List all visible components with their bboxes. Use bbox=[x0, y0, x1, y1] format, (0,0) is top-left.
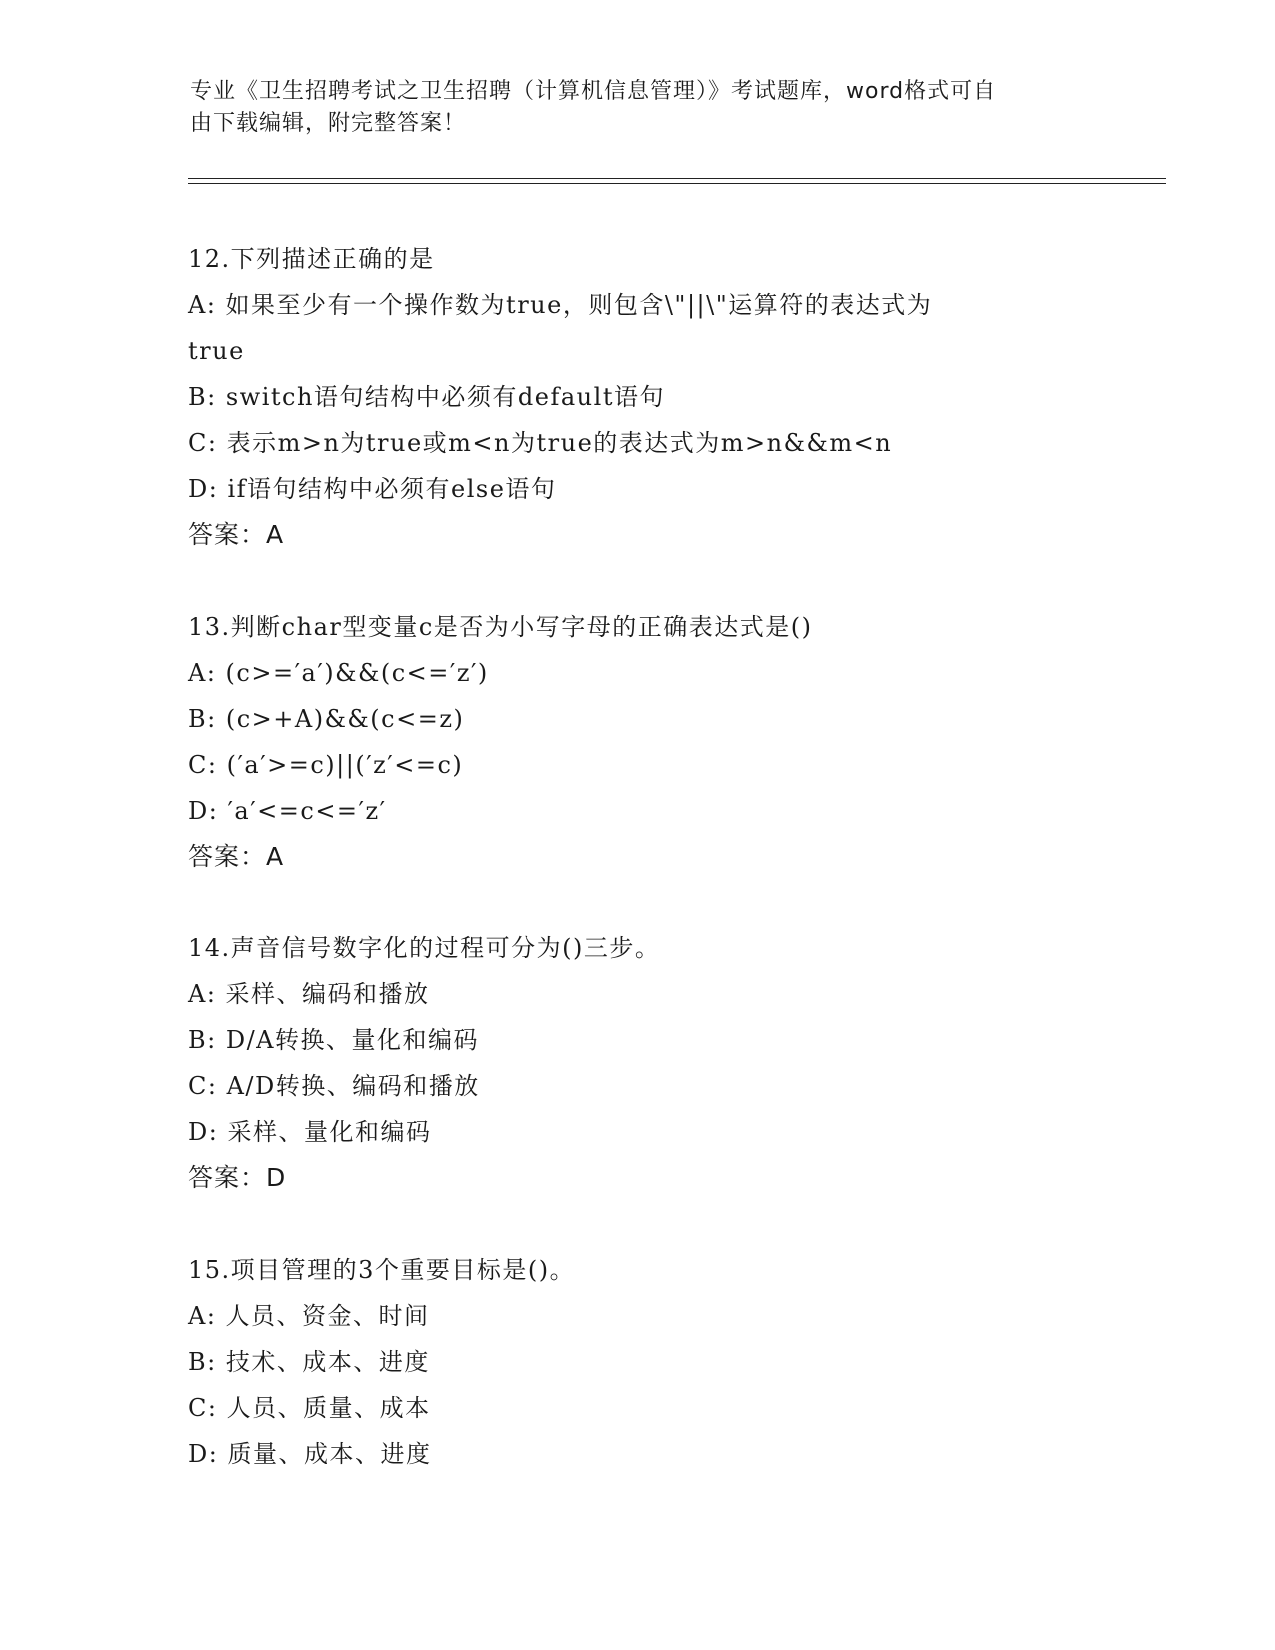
question-15 bbox=[188, 1247, 1088, 1477]
option-c: C: 表示m>n为true或m<n为true的表达式为m>n&&m<n bbox=[188, 429, 893, 457]
option-a-continued: true bbox=[188, 337, 245, 365]
question-stem: 12.下列描述正确的是 bbox=[188, 245, 435, 273]
header-line-1: 专业《卫生招聘考试之卫生招聘（计算机信息管理）》考试题库，word格式可自 bbox=[190, 79, 997, 104]
option-d: D: ′a′<=c<=′z′ bbox=[188, 797, 387, 825]
option-b: B: (c>+A)&&(c<=z) bbox=[188, 705, 465, 733]
answer: 答案：D bbox=[188, 1163, 287, 1192]
question-13 bbox=[188, 604, 1088, 880]
option-d: D: 采样、量化和编码 bbox=[188, 1118, 432, 1146]
header-divider-bottom bbox=[188, 183, 1166, 184]
option-a: A: (c>=′a′)&&(c<=′z′) bbox=[188, 659, 489, 687]
option-b: B: D/A转换、量化和编码 bbox=[188, 1026, 480, 1054]
option-d: D: 质量、成本、进度 bbox=[188, 1440, 432, 1468]
option-c: C: (′a′>=c)||(′z′<=c) bbox=[188, 751, 464, 779]
option-a: A: 人员、资金、时间 bbox=[188, 1302, 430, 1330]
question-stem: 15.项目管理的3个重要目标是()。 bbox=[188, 1256, 576, 1284]
document-header bbox=[190, 76, 1090, 140]
answer: 答案：A bbox=[188, 842, 285, 871]
question-stem: 13.判断char型变量c是否为小写字母的正确表达式是() bbox=[188, 613, 813, 641]
option-c: C: A/D转换、编码和播放 bbox=[188, 1072, 480, 1100]
option-d: D: if语句结构中必须有else语句 bbox=[188, 475, 557, 503]
header-divider-top bbox=[188, 178, 1166, 179]
option-a: A: 如果至少有一个操作数为true，则包含\"||\"运算符的表达式为 bbox=[188, 291, 933, 319]
question-14 bbox=[188, 925, 1088, 1201]
option-c: C: 人员、质量、成本 bbox=[188, 1394, 431, 1422]
option-a: A: 采样、编码和播放 bbox=[188, 980, 430, 1008]
option-b: B: 技术、成本、进度 bbox=[188, 1348, 430, 1376]
option-b: B: switch语句结构中必须有default语句 bbox=[188, 383, 665, 411]
question-12 bbox=[188, 236, 1088, 558]
answer: 答案：A bbox=[188, 520, 285, 549]
question-stem: 14.声音信号数字化的过程可分为()三步。 bbox=[188, 934, 661, 962]
header-line-2: 由下载编辑，附完整答案！ bbox=[190, 111, 467, 136]
